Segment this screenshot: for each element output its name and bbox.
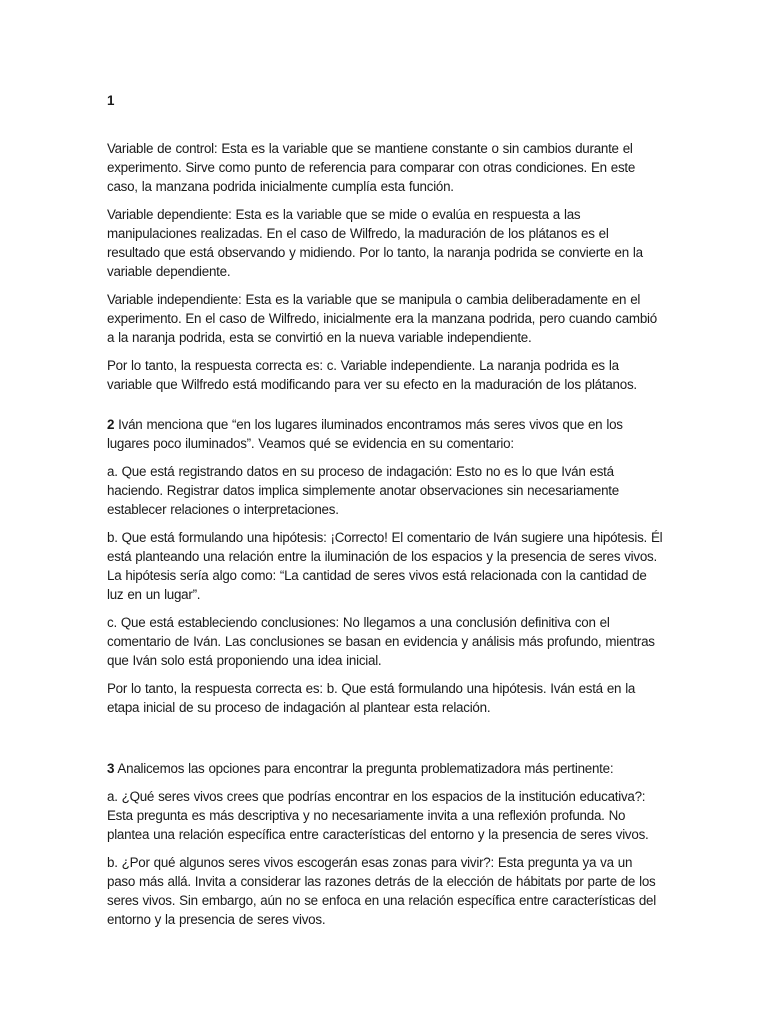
section-3 xyxy=(107,759,663,938)
section-3-option-b: b. ¿Por qué algunos seres vivos escogerán esas zonas para vivir?: Esta pregunta ya va un paso más allá. Invita a considerar las razones detrás de la elección de hábitats por parte de los seres vivos. Sin embargo, aún no se enfoca en una relación específica entre características del entorno y la presencia de seres vivos. xyxy=(107,855,656,927)
section-2-option-a: a. Que está registrando datos en su proceso de indagación: Esto no es lo que Iván está haciendo. Registrar datos implica simplemente anotar observaciones sin necesariamente establecer relaciones o interpretaciones. xyxy=(107,464,619,517)
section-2-number: 2 xyxy=(107,417,115,432)
section-1-paragraph-answer: Por lo tanto, la respuesta correcta es: c. Variable independiente. La naranja podrida es la variable que Wilfredo está modificando para ver su efecto en la maduración de los plátanos. xyxy=(107,358,637,392)
section-3-number: 3 xyxy=(107,761,115,776)
section-1-paragraph-control: Variable de control: Esta es la variable que se mantiene constante o sin cambios durante el experimento. Sirve como punto de referencia para comparar con otras condiciones. En este caso, la manzana podrida inicialmente cumplía esta función. xyxy=(107,141,636,194)
section-3-option-a: a. ¿Qué seres vivos crees que podrías encontrar en los espacios de la institución educativa?: Esta pregunta es más descriptiva y no necesariamente invita a una reflexión profunda. No plantea una relación específica entre características del entorno y la presencia de seres vivos. xyxy=(107,789,649,842)
section-1-number: 1 xyxy=(107,93,115,108)
section-2-option-b: b. Que está formulando una hipótesis: ¡Correcto! El comentario de Iván sugiere una hipótesis. Él está planteando una relación entre la iluminación de los espacios y la presencia de seres vivos. La hipótesis sería algo como: “La cantidad de seres vivos está relacionada con la cantidad de luz en un lugar”. xyxy=(107,530,663,602)
section-1-paragraph-independiente: Variable independiente: Esta es la variable que se manipula o cambia deliberadamente en el experimento. En el caso de Wilfredo, inicialmente era la manzana podrida, pero cuando cambió a la naranja podrida, esta se convirtió en la nueva variable independiente. xyxy=(107,292,657,345)
section-2-answer: Por lo tanto, la respuesta correcta es: b. Que está formulando una hipótesis. Iván está en la etapa inicial de su proceso de indagación al plantear esta relación. xyxy=(107,681,636,715)
section-3-intro-text: Analicemos las opciones para encontrar la pregunta problematizadora más pertinente: xyxy=(114,761,614,776)
section-3-intro xyxy=(107,759,663,778)
section-2 xyxy=(107,415,663,726)
section-1-paragraph-dependiente: Variable dependiente: Esta es la variable que se mide o evalúa en respuesta a las manipulaciones realizadas. En el caso de Wilfredo, la maduración de los plátanos es el resultado que está observando y midiendo. Por lo tanto, la naranja podrida se convierte en la variable dependiente. xyxy=(107,207,643,279)
section-2-option-c: c. Que está estableciendo conclusiones: No llegamos a una conclusión definitiva con el comentario de Iván. Las conclusiones se basan en evidencia y análisis más profundo, mientras que Iván solo está proponiendo una idea inicial. xyxy=(107,615,655,668)
section-2-intro-text: Iván menciona que “en los lugares iluminados encontramos más seres vivos que en los lugares poco iluminados”. Veamos qué se evidencia en su comentario: xyxy=(107,417,623,451)
section-1 xyxy=(107,139,663,403)
section-2-intro xyxy=(107,415,663,453)
